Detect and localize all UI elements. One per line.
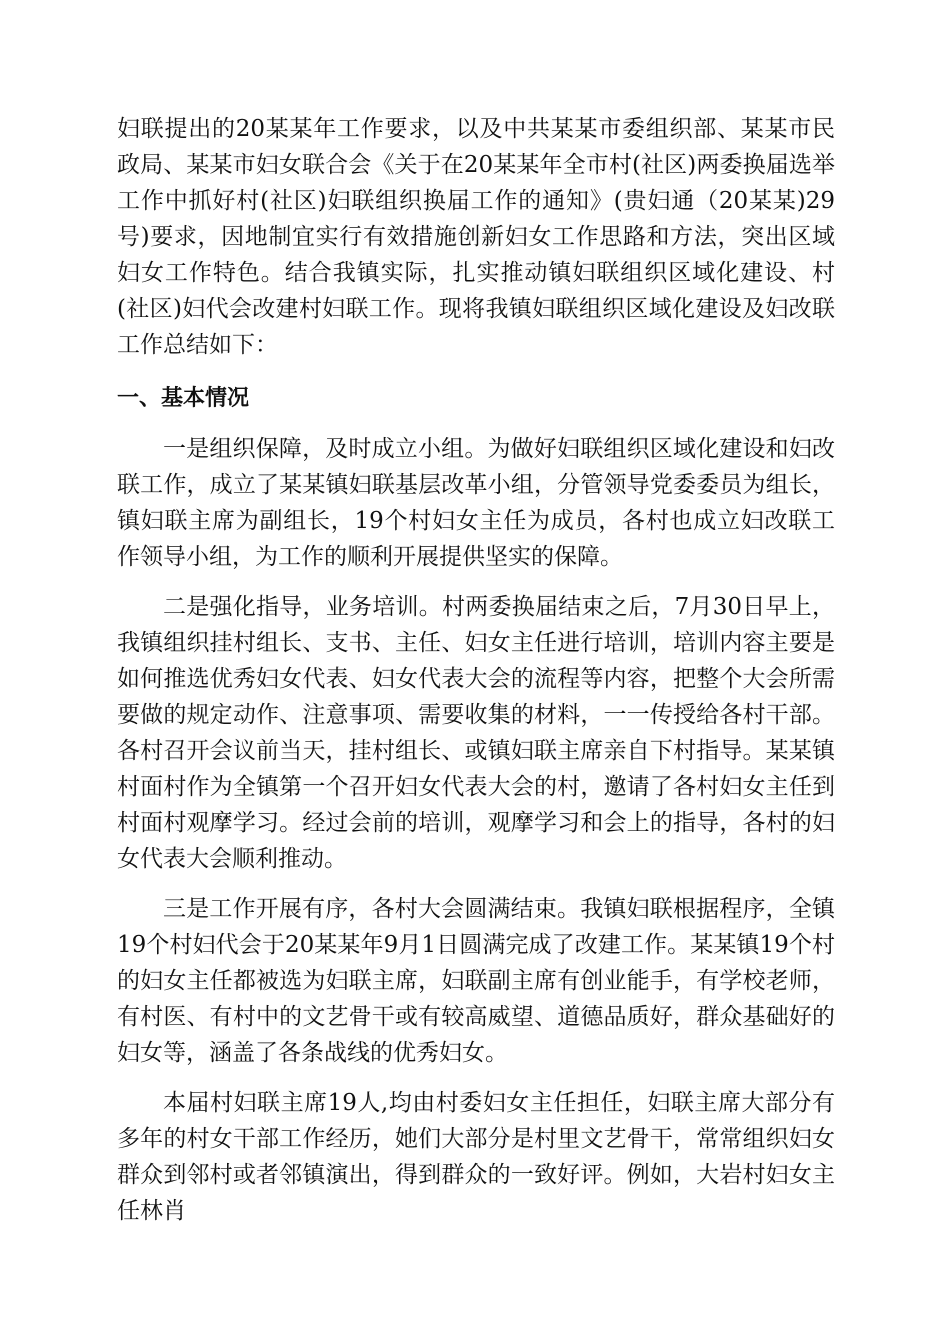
intro-paragraph: 妇联提出的20某某年工作要求，以及中共某某市委组织部、某某市民政局、某某市妇女联合会《关于在20某某年全市村(社区)两委换届选举工作中抓好村(社区)妇联组织换届工作的通知》(贵妇通（20某某)29号)要求，因地制宜实行有效措施创新妇女工作思路和方法，突出区域妇女工作特色。结合我镇实际，扎实推动镇妇联组织区域化建设、村(社区)妇代会改建村妇联工作。现将我镇妇联组织区域化建设及妇改联工作总结如下： [117, 116, 835, 358]
paragraph-orderly-work: 三是工作开展有序，各村大会圆满结束。我镇妇联根据程序，全镇19个村妇代会于20某某年9月1日圆满完成了改建工作。某某镇19个村的妇女主任都被选为妇联主席，妇联副主席有创业能手，有学校老师，有村医、有村中的文艺骨干或有较高威望、道德品质好，群众基础好的妇女等，涵盖了各条战线的优秀妇女。 [117, 896, 835, 1066]
document-page [117, 111, 835, 1229]
paragraph-organization-guarantee: 一是组织保障，及时成立小组。为做好妇联组织区域化建设和妇改联工作，成立了某某镇妇联基层改革小组，分管领导党委委员为组长，镇妇联主席为副组长，19个村妇女主任为成员，各村也成立妇改联工作领导小组，为工作的顺利开展提供坚实的保障。 [117, 436, 835, 570]
paragraph-village-chairs: 本届村妇联主席19人,均由村委妇女主任担任，妇联主席大部分有多年的村女干部工作经历，她们大部分是村里文艺骨干，常常组织妇女群众到邻村或者邻镇演出，得到群众的一致好评。例如，大岩村妇女主任林肖 [117, 1090, 835, 1224]
paragraph-guidance-training: 二是强化指导，业务培训。村两委换届结束之后，7月30日早上，我镇组织挂村组长、支书、主任、妇女主任进行培训，培训内容主要是如何推选优秀妇女代表、妇女代表大会的流程等内容，把整个大会所需要做的规定动作、注意事项、需要收集的材料，一一传授给各村干部。各村召开会议前当天，挂村组长、或镇妇联主席亲自下村指导。某某镇村面村作为全镇第一个召开妇女代表大会的村，邀请了各村妇女主任到村面村观摩学习。经过会前的培训，观摩学习和会上的指导，各村的妇女代表大会顺利推动。 [117, 594, 835, 872]
section-heading-basic-situation: 一、基本情况 [117, 386, 250, 411]
